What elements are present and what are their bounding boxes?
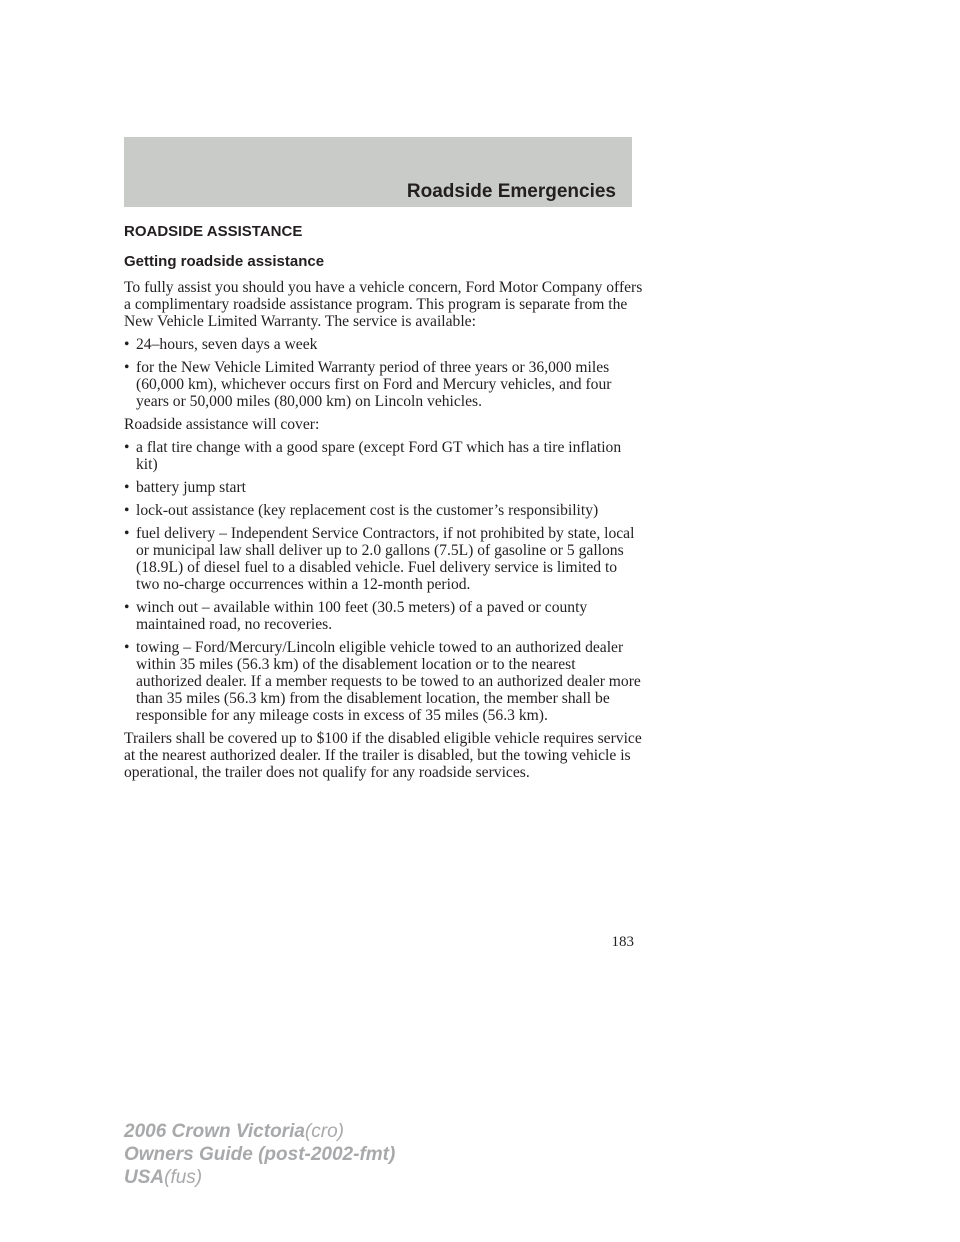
- footer-market: USA: [124, 1167, 165, 1188]
- bullet-icon: •: [124, 439, 130, 456]
- page-number: 183: [611, 934, 634, 950]
- bullet-icon: •: [124, 525, 130, 542]
- page-content: [124, 222, 644, 787]
- list-item: [124, 639, 644, 724]
- document-footer: [124, 1120, 395, 1189]
- bullet-icon: •: [124, 502, 130, 519]
- list-item-text: winch out – available within 100 feet (30.5 meters) of a paved or county maintained road, no recoveries.: [136, 599, 588, 633]
- list-item-text: 24–hours, seven days a week: [136, 336, 318, 353]
- list-item: [124, 336, 644, 353]
- footer-line-1: [124, 1120, 395, 1143]
- list-item: [124, 502, 644, 519]
- list-item-text: a flat tire change with a good spare (except Ford GT which has a tire inflation kit): [136, 439, 622, 473]
- list-item-text: towing – Ford/Mercury/Lincoln eligible vehicle towed to an authorized dealer within 35 miles (56.3 km) of the disablement location or to the nearest authorized dealer. If a member requests to be towed to an authorized dealer more than 35 miles (56.3 km) from the disablement location, the member shall be responsible for any mileage costs in excess of 35 miles (56.3 km).: [136, 639, 641, 724]
- list-item: [124, 525, 644, 593]
- list-item: [124, 439, 644, 473]
- bullet-icon: •: [124, 359, 130, 376]
- bullet-icon: •: [124, 639, 130, 656]
- page-header-title: Roadside Emergencies: [406, 181, 616, 202]
- list-item-text: for the New Vehicle Limited Warranty period of three years or 36,000 miles (60,000 km), whichever occurs first on Ford and Mercury vehicles, and four years or 50,000 miles (80,000 km) on Lincoln vehicles.: [136, 359, 612, 410]
- footer-line-3: [124, 1166, 395, 1189]
- footer-line-2: Owners Guide (post-2002-fmt): [124, 1144, 396, 1165]
- footer-model-code: (cro): [304, 1121, 344, 1142]
- section-title: ROADSIDE ASSISTANCE: [124, 223, 303, 240]
- bullet-icon: •: [124, 479, 130, 496]
- coverage-intro: Roadside assistance will cover:: [124, 416, 320, 433]
- header-band: [124, 137, 632, 207]
- availability-list: [124, 336, 644, 410]
- subsection-title: Getting roadside assistance: [124, 253, 325, 270]
- intro-paragraph: To fully assist you should you have a vehicle concern, Ford Motor Company offers a complimentary roadside assistance program. This program is separate from the New Vehicle Limited Warranty. The service is available:: [124, 279, 643, 330]
- footer-model: 2006 Crown Victoria: [124, 1121, 305, 1142]
- list-item: [124, 359, 644, 410]
- coverage-list: [124, 439, 644, 724]
- list-item: [124, 479, 644, 496]
- list-item-text: battery jump start: [136, 479, 246, 496]
- trailers-paragraph: Trailers shall be covered up to $100 if the disabled eligible vehicle requires service at the nearest authorized dealer. If the trailer is disabled, but the towing vehicle is operational, the trailer does not qualify for any roadside services.: [124, 730, 642, 781]
- footer-market-code: (fus): [164, 1167, 203, 1188]
- bullet-icon: •: [124, 336, 130, 353]
- list-item-text: lock-out assistance (key replacement cost is the customer’s responsibility): [136, 502, 599, 519]
- list-item: [124, 599, 644, 633]
- bullet-icon: •: [124, 599, 130, 616]
- list-item-text: fuel delivery – Independent Service Contractors, if not prohibited by state, local or municipal law shall deliver up to 2.0 gallons (7.5L) of gasoline or 5 gallons (18.9L) of diesel fuel to a disabled vehicle. Fuel delivery service is limited to two no-charge occurrences within a 12-month period.: [136, 525, 635, 593]
